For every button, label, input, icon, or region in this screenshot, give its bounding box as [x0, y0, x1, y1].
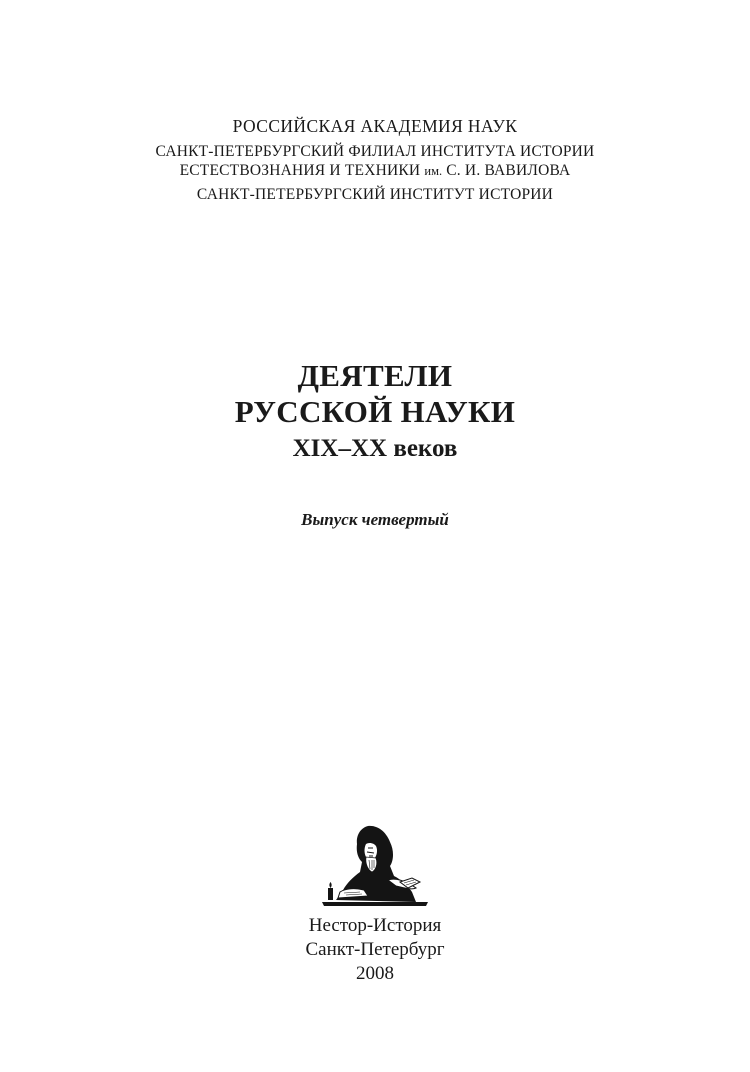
- book-title-line-1: [0, 358, 750, 394]
- publisher-name-text: Нестор-История: [308, 915, 442, 936]
- publication-year: [0, 962, 750, 986]
- institute-line-3-text: САНКТ-ПЕТЕРБУРГСКИЙ ИНСТИТУТ ИСТОРИИ: [196, 186, 554, 203]
- book-title-line-3: [0, 434, 750, 464]
- institute-line-2-small: им.: [424, 164, 443, 178]
- institute-line-1: [0, 142, 750, 161]
- publisher-name: [0, 914, 750, 938]
- book-title-line-1-text: ДЕЯТЕЛИ: [297, 358, 453, 393]
- issue-label-text: Выпуск четвертый: [301, 510, 449, 529]
- publisher-city: [0, 938, 750, 962]
- book-title-line-2: [0, 394, 750, 430]
- institute-line-2: [0, 161, 750, 181]
- institute-line-2-main: ЕСТЕСТВОЗНАНИЯ И ТЕХНИКИ: [179, 162, 421, 179]
- institute-line-3: [0, 185, 750, 204]
- publisher-city-text: Санкт-Петербург: [305, 939, 445, 960]
- institute-line-1-text: САНКТ-ПЕТЕРБУРГСКИЙ ФИЛИАЛ ИНСТИТУТА ИСТОРИИ: [155, 143, 595, 160]
- academy-name: [0, 117, 750, 136]
- academy-name-text: РОССИЙСКАЯ АКАДЕМИЯ НАУК: [232, 116, 518, 136]
- issue-label: [0, 510, 750, 530]
- institute-line-2-end: С. И. ВАВИЛОВА: [446, 162, 571, 179]
- book-title-line-3-text: XIX–XX веков: [292, 435, 458, 462]
- publication-year-text: 2008: [356, 963, 394, 984]
- monk-scribe-icon: [316, 822, 434, 908]
- book-title-line-2-text: РУССКОЙ НАУКИ: [234, 394, 516, 429]
